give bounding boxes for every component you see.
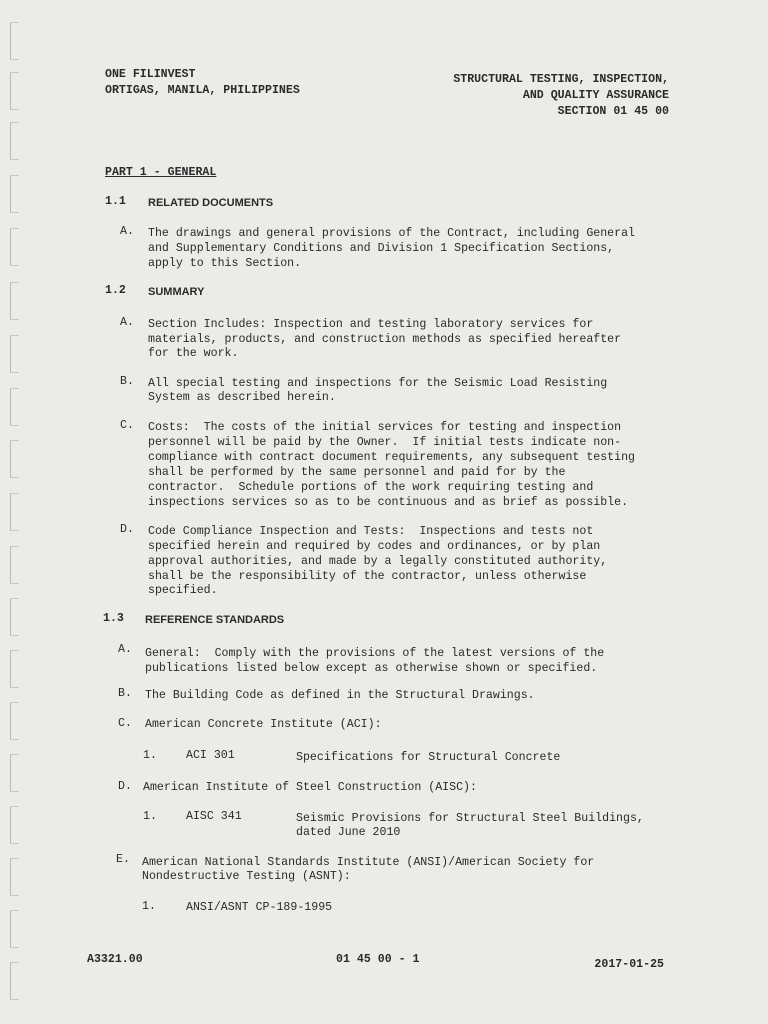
para-1-1-a-line: and Supplementary Conditions and Division 1 Specification Sections, — [148, 242, 615, 255]
para-1-3-c-label: C. — [118, 717, 132, 730]
para-1-2-a-label: A. — [120, 316, 134, 329]
para-1-2-b-line: All special testing and inspections for the Seismic Load Resisting — [148, 377, 608, 390]
para-1-3-a-line: publications listed below except as otherwise shown or specified. — [145, 662, 598, 675]
para-1-1-a-line: apply to this Section. — [148, 257, 302, 270]
para-1-2-c-label: C. — [120, 419, 134, 432]
para-1-3-e-label: E. — [116, 853, 130, 866]
article-1-2-number: 1.2 — [105, 284, 126, 297]
para-1-2-d-label: D. — [120, 523, 134, 536]
para-1-2-c-line: inspections services so as to be continuous and as brief as possible. — [148, 496, 629, 509]
para-1-3-a-label: A. — [118, 643, 132, 656]
header-location: ORTIGAS, MANILA, PHILIPPINES — [105, 84, 300, 97]
para-1-2-d-line: specified herein and required by codes and ordinances, or by plan — [148, 540, 601, 553]
para-1-2-d-line: Code Compliance Inspection and Tests: Inspections and tests not — [148, 525, 594, 538]
footer-date: 2017-01-25 — [594, 958, 664, 971]
para-1-2-d-line: shall be the responsibility of the contractor, unless otherwise — [148, 570, 587, 583]
para-1-2-c-line: Costs: The costs of the initial services for testing and inspection — [148, 421, 622, 434]
para-1-1-a-label: A. — [120, 225, 134, 238]
item-1-3-d-1-number: 1. — [143, 810, 157, 823]
article-1-3-title: REFERENCE STANDARDS — [145, 614, 285, 626]
item-1-3-d-1-code: AISC 341 — [186, 810, 242, 823]
para-1-2-a-line: for the work. — [148, 347, 239, 360]
para-1-2-b-line: System as described herein. — [148, 391, 336, 404]
para-1-3-d-text: American Institute of Steel Construction (AISC): — [143, 781, 477, 794]
footer-page-number: 01 45 00 - 1 — [336, 953, 420, 966]
para-1-3-a-line: General: Comply with the provisions of the latest versions of the — [145, 647, 605, 660]
item-1-3-c-1-code: ACI 301 — [186, 749, 235, 762]
para-1-2-d-line: approval authorities, and made by a legally constituted authority, — [148, 555, 608, 568]
footer-project-number: A3321.00 — [87, 953, 143, 966]
para-1-2-d-line: specified. — [148, 584, 218, 597]
item-1-3-e-1-code: ANSI/ASNT CP-189-1995 — [186, 901, 333, 914]
article-1-3-number: 1.3 — [103, 612, 124, 625]
item-1-3-d-1-desc: dated June 2010 — [296, 826, 401, 839]
article-1-2-title: SUMMARY — [148, 286, 205, 298]
para-1-1-a-line: The drawings and general provisions of the Contract, including General — [148, 227, 636, 240]
para-1-3-b-label: B. — [118, 687, 132, 700]
para-1-3-b-text: The Building Code as defined in the Structural Drawings. — [145, 689, 535, 702]
para-1-2-b-label: B. — [120, 375, 134, 388]
para-1-2-c-line: personnel will be paid by the Owner. If initial tests indicate non- — [148, 436, 622, 449]
para-1-3-e-line: American National Standards Institute (ANSI)/American Society for — [142, 856, 595, 869]
para-1-2-a-line: materials, products, and construction methods as specified hereafter — [148, 333, 622, 346]
para-1-2-c-line: compliance with contract document requirements, any subsequent testing — [148, 451, 636, 464]
part-heading: PART 1 - GENERAL — [105, 166, 217, 179]
para-1-2-a-line: Section Includes: Inspection and testing laboratory services for — [148, 318, 594, 331]
article-1-1-title: RELATED DOCUMENTS — [148, 197, 274, 209]
item-1-3-c-1-desc: Specifications for Structural Concrete — [296, 751, 561, 764]
para-1-2-c-line: shall be performed by the same personnel and paid for by the — [148, 466, 566, 479]
para-1-2-c-line: contractor. Schedule portions of the work requiring testing and — [148, 481, 594, 494]
header-company: ONE FILINVEST — [105, 68, 196, 81]
item-1-3-d-1-desc: Seismic Provisions for Structural Steel Buildings, — [296, 812, 644, 825]
item-1-3-c-1-number: 1. — [143, 749, 157, 762]
para-1-3-d-label: D. — [118, 780, 132, 793]
header-section-title-2: AND QUALITY ASSURANCE — [522, 89, 669, 102]
article-1-1-number: 1.1 — [105, 195, 126, 208]
para-1-3-e-line: Nondestructive Testing (ASNT): — [142, 870, 351, 883]
para-1-3-c-text: American Concrete Institute (ACI): — [145, 718, 382, 731]
header-section-number: SECTION 01 45 00 — [557, 105, 669, 118]
item-1-3-e-1-number: 1. — [142, 900, 156, 913]
header-section-title-1: STRUCTURAL TESTING, INSPECTION, — [453, 73, 669, 86]
